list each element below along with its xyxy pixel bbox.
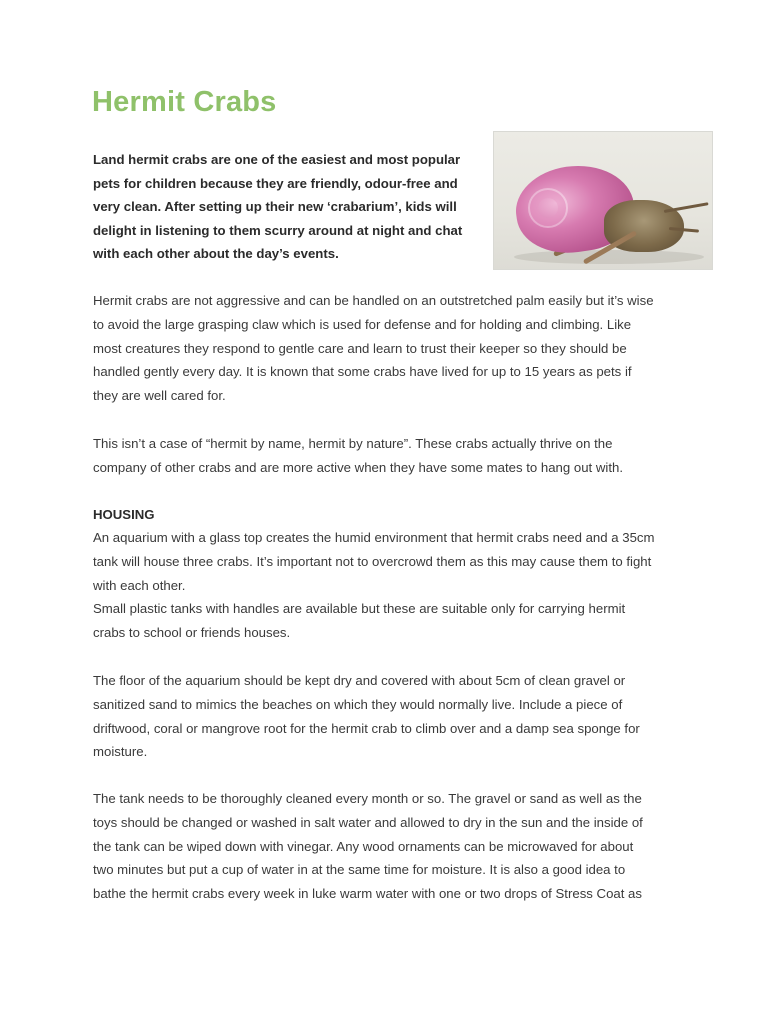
text-line: to avoid the large grasping claw which is used for defense and for holding and climbing. Like	[93, 316, 632, 332]
paragraph-housing-floor	[93, 669, 693, 764]
text-line: with each other.	[93, 577, 186, 593]
text-line: tank will house three crabs. It’s important not to overcrowd them as this may cause them to fight	[93, 553, 652, 569]
text-line: toys should be changed or washed in salt water and allowed to dry in the sun and the inside of	[93, 814, 643, 830]
text-line: crabs to school or friends houses.	[93, 625, 291, 641]
intro-line: very clean. After setting up their new ‘crabarium’, kids will	[93, 199, 457, 214]
text-line: the tank can be wiped down with vinegar. Any wood ornaments can be microwaved for about	[93, 838, 634, 854]
text-line: driftwood, coral or mangrove root for the hermit crab to climb over and a damp sea sponge for	[93, 720, 640, 736]
hermit-crab-photo	[493, 131, 713, 270]
text-line: This isn’t a case of “hermit by name, hermit by nature”. These crabs actually thrive on the	[93, 436, 613, 451]
text-line: An aquarium with a glass top creates the humid environment that hermit crabs need and a 35cm	[93, 530, 655, 545]
photo-shadow	[514, 250, 704, 264]
paragraph-handling	[93, 289, 693, 408]
text-line: The floor of the aquarium should be kept dry and covered with about 5cm of clean gravel or	[93, 673, 626, 688]
text-line: most creatures they respond to gentle care and learn to trust their keeper so they should be	[93, 340, 627, 356]
text-line: Hermit crabs are not aggressive and can be handled on an outstretched palm easily but it’s wise	[93, 293, 654, 308]
text-line: moisture.	[93, 744, 148, 760]
text-line: two minutes but put a cup of water in at the same time for moisture. It is also a good idea to	[93, 862, 626, 878]
page-title: Hermit Crabs	[92, 86, 277, 118]
intro-line: with each other about the day’s events.	[93, 246, 339, 261]
intro-line: Land hermit crabs are one of the easiest and most popular	[93, 152, 461, 167]
paragraph-social	[93, 432, 693, 480]
paragraph-housing-cleaning	[93, 787, 693, 906]
shell-spiral	[528, 188, 568, 228]
intro-paragraph	[93, 148, 483, 266]
intro-line: pets for children because they are friendly, odour-free and	[93, 175, 458, 191]
text-line: The tank needs to be thoroughly cleaned every month or so. The gravel or sand as well as the	[93, 791, 642, 806]
text-line: handled gently every day. It is known that some crabs have lived for up to 15 years as pets if	[93, 364, 632, 380]
paragraph-housing-tank	[93, 526, 693, 645]
intro-line: delight in listening to them scurry around at night and chat	[93, 222, 463, 238]
text-line: they are well cared for.	[93, 388, 226, 404]
text-line: bathe the hermit crabs every week in luke warm water with one or two drops of Stress Coat as	[93, 886, 642, 902]
text-line: Small plastic tanks with handles are available but these are suitable only for carrying hermit	[93, 601, 626, 617]
text-line: sanitized sand to mimics the beaches on which they would normally live. Include a piece of	[93, 696, 623, 712]
section-heading-housing: HOUSING	[93, 507, 155, 522]
text-line: company of other crabs and are more active when they have some mates to hang out with.	[93, 459, 623, 475]
